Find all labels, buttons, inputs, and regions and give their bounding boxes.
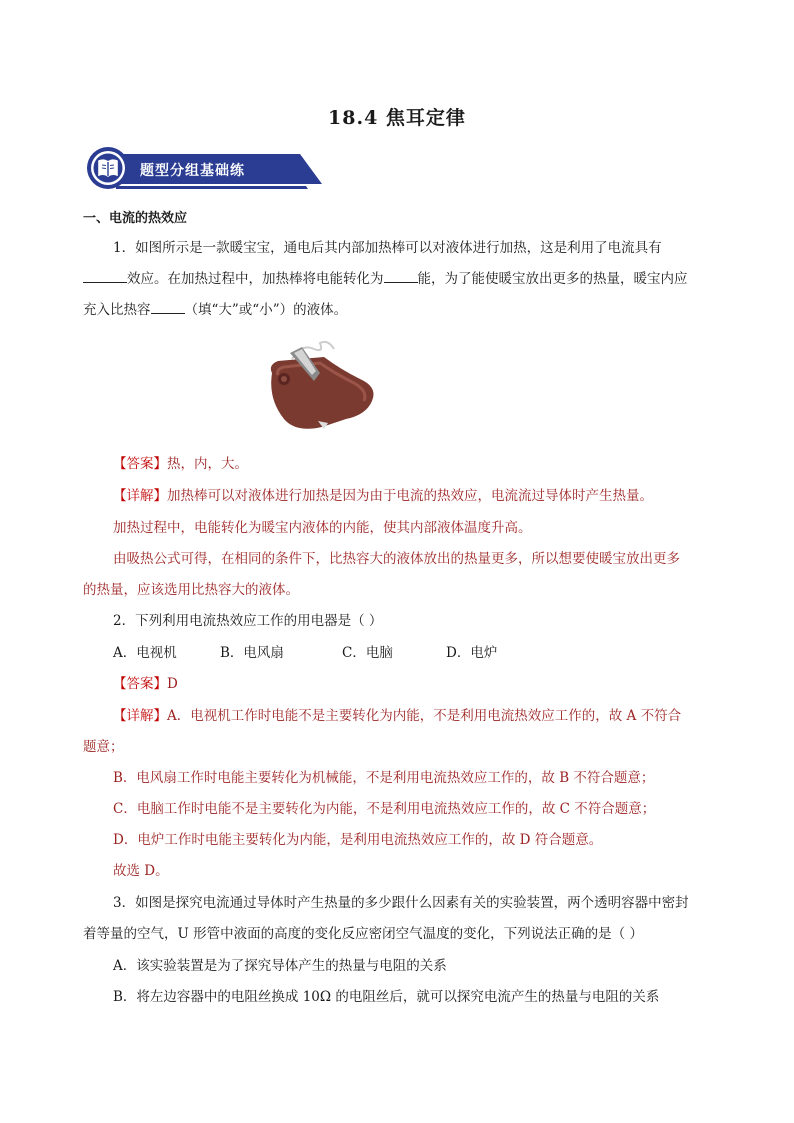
- banner-label: 题型分组基础练: [140, 163, 245, 179]
- q1-detail-line4: 的热量，应该选用比热容大的液体。: [83, 582, 299, 598]
- book-icon: [99, 160, 117, 176]
- q1-stem-line1: 1．如图所示是一款暖宝宝，通电后其内部加热棒可以对液体进行加热，这是利用了电流具有: [113, 240, 662, 256]
- q2-option-b[interactable]: B．电风扇: [220, 645, 284, 661]
- page-title: 18.4 焦耳定律: [328, 107, 466, 129]
- q3-option-a[interactable]: A．该实验装置是为了探究导体产生的热量与电阻的关系: [113, 958, 447, 974]
- q1-detail-line1: 【详解】加热棒可以对液体进行加热是因为由于电流的热效应，电流流过导体时产生热量。: [113, 488, 653, 504]
- q1-stem-line3: 充入比热容 （填“大”或“小”）的液体。: [83, 302, 348, 318]
- q1-stem-line2: 效应。在加热过程中，加热棒将电能转化为 能，为了能使暖宝放出更多的热量，暖宝内应: [83, 269, 688, 289]
- q2-option-a[interactable]: A．电视机: [113, 645, 177, 661]
- q1-answer: 【答案】热，内，大。: [113, 456, 248, 472]
- q2-option-c[interactable]: C．电脑: [342, 645, 393, 661]
- q2-detail-c: C．电脑工作时电能不是主要转化为内能，不是利用电流热效应工作的，故 C 不符合题意；: [113, 801, 656, 817]
- q2-stem: 2．下列利用电流热效应工作的用电器是（ ）: [113, 613, 383, 629]
- q3-stem-line2: 着等量的空气，U 形管中液面的高度的变化反应密闭空气温度的变化，下列说法正确的是（ ）: [83, 926, 643, 942]
- q1-detail-line3: 由吸热公式可得，在相同的条件下，比热容大的液体放出的热量更多，所以想要使暖宝放出更多: [113, 551, 680, 567]
- q3-stem-line1: 3．如图是探究电流通过导体时产生热量的多少跟什么因素有关的实验装置，两个透明容器中密封: [113, 895, 689, 911]
- q2-detail-line1: 【详解】A．电视机工作时电能不是主要转化为内能，不是利用电流热效应工作的，故 A 不符合: [113, 708, 682, 724]
- q2-detail-line2: 题意；: [83, 739, 124, 755]
- section-heading: 一、电流的热效应: [83, 211, 188, 226]
- q1-blank-3[interactable]: [151, 300, 185, 314]
- q1-blank-2[interactable]: [384, 269, 418, 283]
- q2-answer: 【答案】D: [113, 676, 178, 692]
- q1-detail-line2: 加热过程中，电能转化为暖宝内液体的内能，使其内部液体温度升高。: [113, 520, 532, 536]
- q2-detail-b: B．电风扇工作时电能主要转化为机械能，不是利用电流热效应工作的，故 B 不符合题意；: [113, 770, 655, 786]
- hand-warmer-figure: [262, 335, 380, 433]
- q3-option-b[interactable]: B．将左边容器中的电阻丝换成 10Ω 的电阻丝后，就可以探究电流产生的热量与电阻的关系: [113, 989, 660, 1005]
- q2-option-d[interactable]: D．电炉: [446, 645, 498, 661]
- q2-detail-d: D．电炉工作时电能主要转化为内能，是利用电流热效应工作的，故 D 符合题意。: [113, 832, 603, 848]
- q1-blank-1[interactable]: [83, 269, 127, 283]
- q2-conclusion: 故选 D。: [113, 863, 169, 879]
